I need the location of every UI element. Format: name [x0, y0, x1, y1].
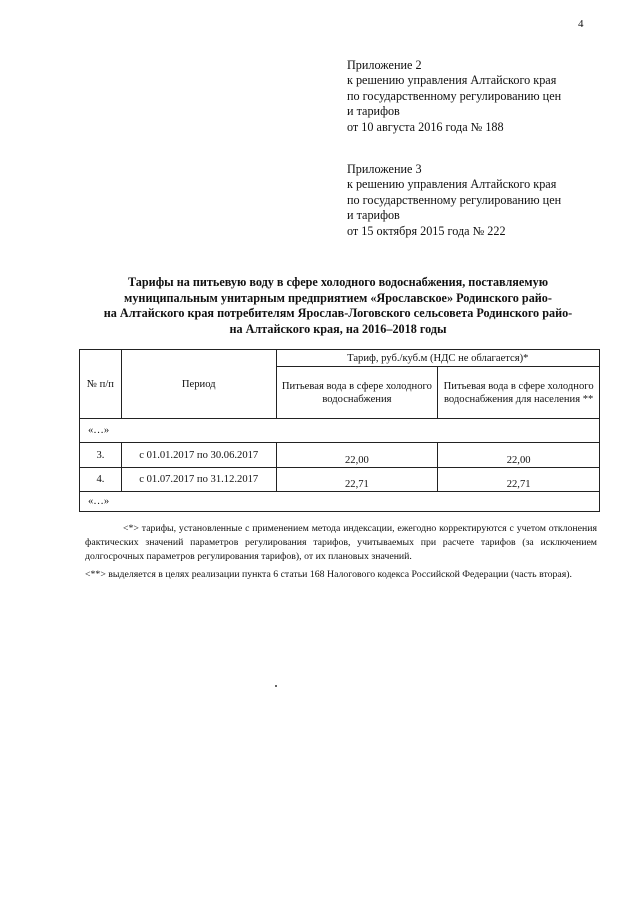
title-line: Тарифы на питьевую воду в сфере холодного водоснабжения, поставляемую [127, 275, 549, 289]
title-line: на Алтайского края, на 2016–2018 годы [229, 321, 447, 336]
footnote-2 [85, 568, 597, 582]
tariff-table [79, 349, 600, 512]
appendix-3-line: и тарифов [347, 208, 400, 223]
title-line: муниципальным унитарным предприятием «Ярославское» Родинского райо- [124, 290, 552, 305]
scan-dot [275, 685, 277, 687]
appendix-3-line: от 15 октября 2015 года № 222 [347, 223, 506, 238]
column-header-period: Период [121, 350, 276, 419]
ellipsis-marker-bottom: «…» [80, 492, 600, 512]
footnote-1 [85, 522, 597, 564]
table-row [80, 468, 600, 492]
row-tariff-value: 22,00 [276, 443, 438, 468]
footnote-2-text: <**> выделяется в целях реализации пункта 6 статьи 168 Налогового кодекса Российской Федерации (часть вторая). [85, 569, 572, 580]
row-tariff-value: 22,71 [276, 468, 438, 492]
row-number: 3. [80, 443, 122, 468]
column-header-drinking-water: Питьевая вода в сфере холодного водоснабжения [276, 367, 438, 419]
column-header-drinking-water-population: Питьевая вода в сфере холодного водоснабжения для населения ** [438, 367, 600, 419]
appendix-3-line: по государственному регулированию цен [347, 192, 562, 207]
footnote-1-text: <*> тарифы, установленные с применением метода индексации, ежегодно корректируются с учетом отклонения фактических значений параметров регулирования тарифов, учитываемых при расчете тарифов (за исключением долгосрочных параметров регулирования тарифов), от их плановых значений. [85, 523, 597, 562]
document-title [78, 275, 598, 337]
table-row-ellipsis [80, 492, 600, 512]
appendix-2-line: к решению управления Алтайского края [347, 73, 557, 88]
appendix-3-line: к решению управления Алтайского края [347, 177, 557, 192]
appendix-3-line: Приложение 3 [347, 162, 422, 176]
column-header-number: № п/п [80, 350, 122, 419]
row-period: с 01.01.2017 по 30.06.2017 [121, 443, 276, 468]
row-number: 4. [80, 468, 122, 492]
appendix-2-line: Приложение 2 [347, 58, 422, 72]
row-tariff-population-value: 22,00 [438, 443, 600, 468]
table-header-row [80, 350, 600, 367]
row-period: с 01.07.2017 по 31.12.2017 [121, 468, 276, 492]
appendix-2-line: по государственному регулированию цен [347, 88, 562, 103]
appendix-3-header [347, 162, 561, 239]
title-line: на Алтайского края потребителям Ярослав-Логовского сельсовета Родинского райо- [103, 306, 573, 320]
appendix-2-line: от 10 августа 2016 года № 188 [347, 119, 504, 134]
row-tariff-population-value: 22,71 [438, 468, 600, 492]
ellipsis-marker-top: «…» [80, 419, 600, 443]
page-number: 4 [578, 18, 584, 30]
appendix-2-header [347, 58, 561, 135]
table-row-ellipsis [80, 419, 600, 443]
table-row [80, 443, 600, 468]
footnotes [85, 522, 597, 586]
column-header-tariff: Тариф, руб./куб.м (НДС не облагается)* [276, 350, 599, 367]
appendix-2-line: и тарифов [347, 104, 400, 119]
